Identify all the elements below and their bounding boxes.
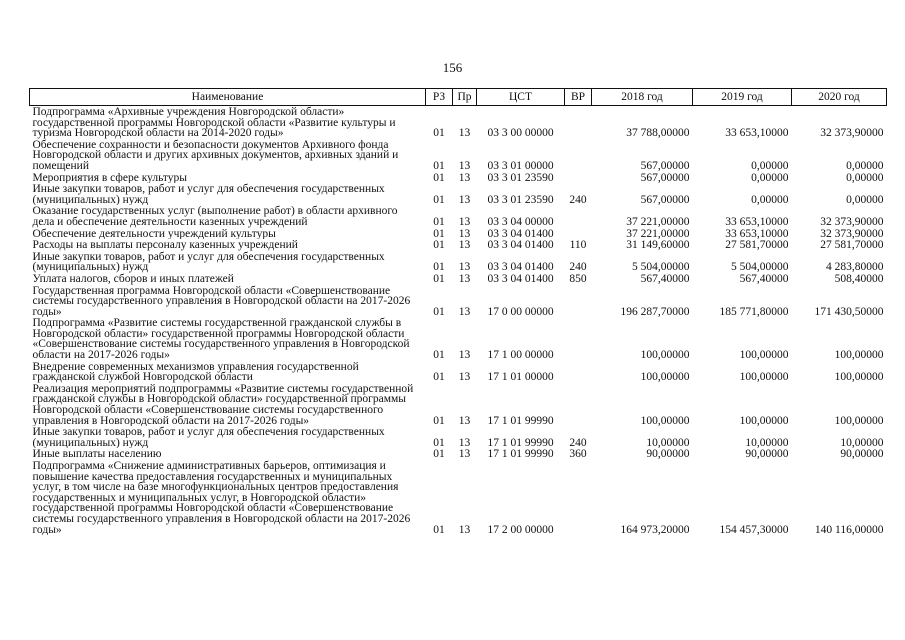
row-pr: 13 — [458, 261, 471, 274]
row-2019: 0,00000 — [751, 171, 789, 184]
row-2018: 567,00000 — [640, 159, 690, 172]
row-pr: 13 — [458, 448, 471, 461]
row-cst: 17 1 01 99990 — [487, 436, 554, 449]
row-2018: 31 149,60000 — [626, 239, 690, 252]
row-rz: 01 — [433, 127, 445, 140]
row-rz: 01 — [433, 414, 445, 427]
row-vr: 360 — [569, 448, 587, 461]
row-rz: 01 — [433, 193, 445, 206]
row-2019: 100,00000 — [739, 414, 789, 427]
row-name: Подпрограмма «Снижение административных барьеров, оптимизация и повышение качества предоставления государственных и муниципальных услуг, в том числе на базе многофункциональных центров предоставления государственных и муниципальных услуг, в Новгородской области» государственной программы Новгородской области «Совершенствование системы государственного управления в Новгородской области на 2017-2026 годы» — [32, 460, 411, 536]
row-name: Обеспечение деятельности учреждений культуры — [32, 227, 276, 240]
row-name: Уплата налогов, сборов и иных платежей — [32, 272, 234, 285]
row-2020: 27 581,70000 — [820, 239, 884, 252]
row-rz: 01 — [433, 305, 445, 318]
row-2020: 140 116,00000 — [814, 523, 884, 536]
row-name: Подпрограмма «Развитие системы государственной гражданской службы в Новгородской области» государственной программы Новгородской области «Совершенствование системы государственного управления в Новгородской области на 2017-2026 годы» — [32, 317, 410, 361]
row-name: Расходы на выплаты персоналу казенных учреждений — [32, 239, 298, 251]
row-cst: 17 1 01 99990 — [487, 414, 554, 427]
row-2018: 37 221,00000 — [626, 227, 690, 240]
row-2020: 32 373,90000 — [820, 127, 884, 140]
row-2019: 5 504,00000 — [731, 261, 789, 274]
row-pr: 13 — [458, 127, 471, 140]
row-pr: 13 — [458, 436, 471, 449]
row-cst: 03 3 01 23590 — [487, 171, 554, 184]
header-vr: ВР — [565, 89, 592, 106]
row-vr — [565, 361, 592, 383]
row-name: Подпрограмма «Архивные учреждения Новгородской области» государственной программы Новгородской области «Развитие культуры и туризма Новгородской области на 2014-2020 годы» — [32, 106, 396, 139]
row-pr: 13 — [458, 305, 471, 318]
row-cst: 17 1 01 99990 — [487, 448, 554, 461]
row-2018: 100,00000 — [640, 414, 690, 427]
row-2020: 0,00000 — [846, 171, 884, 184]
table-row — [30, 285, 887, 318]
row-vr — [565, 460, 592, 535]
row-pr: 13 — [458, 272, 471, 285]
table-header-row — [30, 89, 887, 106]
table-row — [30, 228, 887, 240]
header-2019: 2019 год — [693, 89, 792, 106]
table-row — [30, 205, 887, 227]
row-2018: 90,00000 — [646, 448, 690, 461]
row-2018: 100,00000 — [640, 349, 690, 362]
row-rz: 01 — [433, 436, 445, 449]
row-vr — [565, 317, 592, 360]
row-2018: 196 287,70000 — [620, 305, 690, 318]
row-vr — [565, 383, 592, 426]
row-2020: 0,00000 — [846, 193, 884, 206]
table-row — [30, 383, 887, 426]
row-2019: 33 653,10000 — [725, 127, 789, 140]
row-2020: 100,00000 — [834, 371, 884, 384]
row-vr: 850 — [569, 272, 587, 285]
row-rz: 01 — [433, 239, 445, 252]
row-2019: 154 457,30000 — [719, 523, 789, 536]
row-rz: 01 — [433, 171, 445, 184]
table-row — [30, 172, 887, 184]
row-2018: 37 788,00000 — [626, 127, 690, 140]
row-2018: 567,40000 — [640, 272, 690, 285]
row-cst: 03 3 04 01400 — [487, 239, 554, 252]
table-row — [30, 426, 887, 448]
row-name: Государственная программа Новгородской области «Совершенствование системы государственного управления в Новгородской области на 2017-2026 годы» — [32, 284, 411, 318]
row-pr: 13 — [458, 171, 471, 184]
row-pr: 13 — [458, 227, 471, 240]
row-rz: 01 — [433, 227, 445, 240]
row-2018: 37 221,00000 — [626, 215, 690, 228]
row-vr — [565, 172, 592, 184]
row-vr — [565, 205, 592, 227]
row-2020: 508,40000 — [834, 272, 884, 285]
header-2020: 2020 год — [792, 89, 887, 106]
row-rz: 01 — [433, 272, 445, 285]
row-2019: 10,00000 — [745, 436, 789, 449]
row-name: Иные закупки товаров, работ и услуг для обеспечения государственных (муниципальных) нужд — [32, 250, 385, 273]
row-2019: 0,00000 — [751, 193, 789, 206]
table-row — [30, 106, 887, 139]
page-number: 156 — [442, 60, 463, 75]
row-vr: 110 — [569, 239, 587, 252]
row-pr: 13 — [458, 193, 471, 206]
row-pr: 13 — [458, 349, 471, 362]
row-pr: 13 — [458, 371, 471, 384]
row-name: Иные закупки товаров, работ и услуг для обеспечения государственных (муниципальных) нужд — [32, 426, 385, 449]
row-2018: 567,00000 — [640, 171, 690, 184]
row-vr: 240 — [569, 436, 587, 449]
row-cst: 03 3 04 01400 — [487, 261, 554, 274]
row-2019: 27 581,70000 — [725, 239, 789, 252]
row-2020: 32 373,90000 — [820, 227, 884, 240]
budget-table — [29, 88, 887, 535]
row-2020: 90,00000 — [840, 448, 884, 461]
row-2019: 33 653,10000 — [725, 227, 789, 240]
row-name: Оказание государственных услуг (выполнение работ) в области архивного дела и обеспечение деятельности казенных учреждений — [32, 205, 398, 228]
row-rz: 01 — [433, 448, 445, 461]
row-name: Иные закупки товаров, работ и услуг для обеспечения государственных (муниципальных) нужд — [32, 183, 385, 206]
row-pr: 13 — [458, 414, 471, 427]
row-cst: 03 3 04 00000 — [487, 215, 554, 228]
row-cst: 03 3 01 00000 — [487, 159, 554, 172]
row-name: Мероприятия в сфере культуры — [32, 171, 188, 184]
row-2020: 100,00000 — [834, 414, 884, 427]
row-cst: 17 1 01 00000 — [487, 371, 554, 384]
row-rz: 01 — [433, 371, 445, 384]
row-2018: 567,00000 — [640, 193, 690, 206]
row-2020: 100,00000 — [834, 349, 884, 362]
row-vr: 240 — [569, 261, 587, 274]
row-name: Внедрение современных механизмов управления государственной гражданской службой Новгородской области — [32, 360, 359, 383]
row-2020: 4 283,80000 — [826, 261, 884, 274]
row-rz: 01 — [433, 349, 445, 362]
row-name: Иные выплаты населению — [32, 448, 162, 460]
row-2019: 567,40000 — [739, 272, 789, 285]
header-pr: Пр — [453, 89, 477, 106]
row-pr: 13 — [458, 215, 471, 228]
table-row — [30, 317, 887, 360]
table-row — [30, 273, 887, 285]
row-2020: 32 373,90000 — [820, 215, 884, 228]
row-pr: 13 — [458, 159, 471, 172]
table-body — [30, 106, 887, 536]
header-name: Наименование — [30, 89, 426, 106]
table-row — [30, 448, 887, 460]
table-row — [30, 251, 887, 273]
row-rz: 01 — [433, 159, 445, 172]
row-rz: 01 — [433, 523, 445, 536]
row-2018: 5 504,00000 — [632, 261, 690, 274]
header-2018: 2018 год — [592, 89, 693, 106]
row-2020: 0,00000 — [846, 159, 884, 172]
row-rz: 01 — [433, 261, 445, 274]
row-vr — [565, 285, 592, 318]
row-vr — [565, 228, 592, 240]
header-rz: РЗ — [426, 89, 453, 106]
table-row — [30, 239, 887, 251]
row-2019: 100,00000 — [739, 371, 789, 384]
row-name: Обеспечение сохранности и безопасности документов Архивного фонда Новгородской области и других архивных документов, архивных зданий и помещений — [32, 138, 399, 172]
row-pr: 13 — [458, 239, 471, 252]
row-name: Реализация мероприятий подпрограммы «Развитие системы государственной гражданской службы в Новгородской области» государственной программы Новгородской области «Совершенствование системы государственного управления в Новгородской области на 2017-2026 годы» — [32, 382, 414, 427]
row-cst: 03 3 01 23590 — [487, 193, 554, 206]
row-2018: 164 973,20000 — [620, 523, 690, 536]
row-2019: 90,00000 — [745, 448, 789, 461]
row-cst: 17 2 00 00000 — [487, 523, 554, 536]
row-cst: 17 0 00 00000 — [487, 305, 554, 318]
row-vr — [565, 139, 592, 172]
row-2018: 10,00000 — [646, 436, 690, 449]
row-2020: 171 430,50000 — [814, 305, 884, 318]
row-cst: 03 3 04 01400 — [487, 227, 554, 240]
row-rz: 01 — [433, 215, 445, 228]
row-2019: 185 771,80000 — [719, 305, 789, 318]
row-2019: 100,00000 — [739, 349, 789, 362]
row-vr — [565, 106, 592, 139]
row-cst: 03 3 04 01400 — [487, 272, 554, 285]
table-row — [30, 460, 887, 535]
row-2020: 10,00000 — [840, 436, 884, 449]
row-vr: 240 — [569, 193, 587, 206]
table-row — [30, 361, 887, 383]
row-2019: 0,00000 — [751, 159, 789, 172]
row-pr: 13 — [458, 523, 471, 536]
table-row — [30, 139, 887, 172]
row-cst: 17 1 00 00000 — [487, 349, 554, 362]
table-row — [30, 183, 887, 205]
row-cst: 03 3 00 00000 — [487, 127, 554, 140]
row-2019: 33 653,10000 — [725, 215, 789, 228]
header-cst: ЦСТ — [477, 89, 565, 106]
row-2018: 100,00000 — [640, 371, 690, 384]
